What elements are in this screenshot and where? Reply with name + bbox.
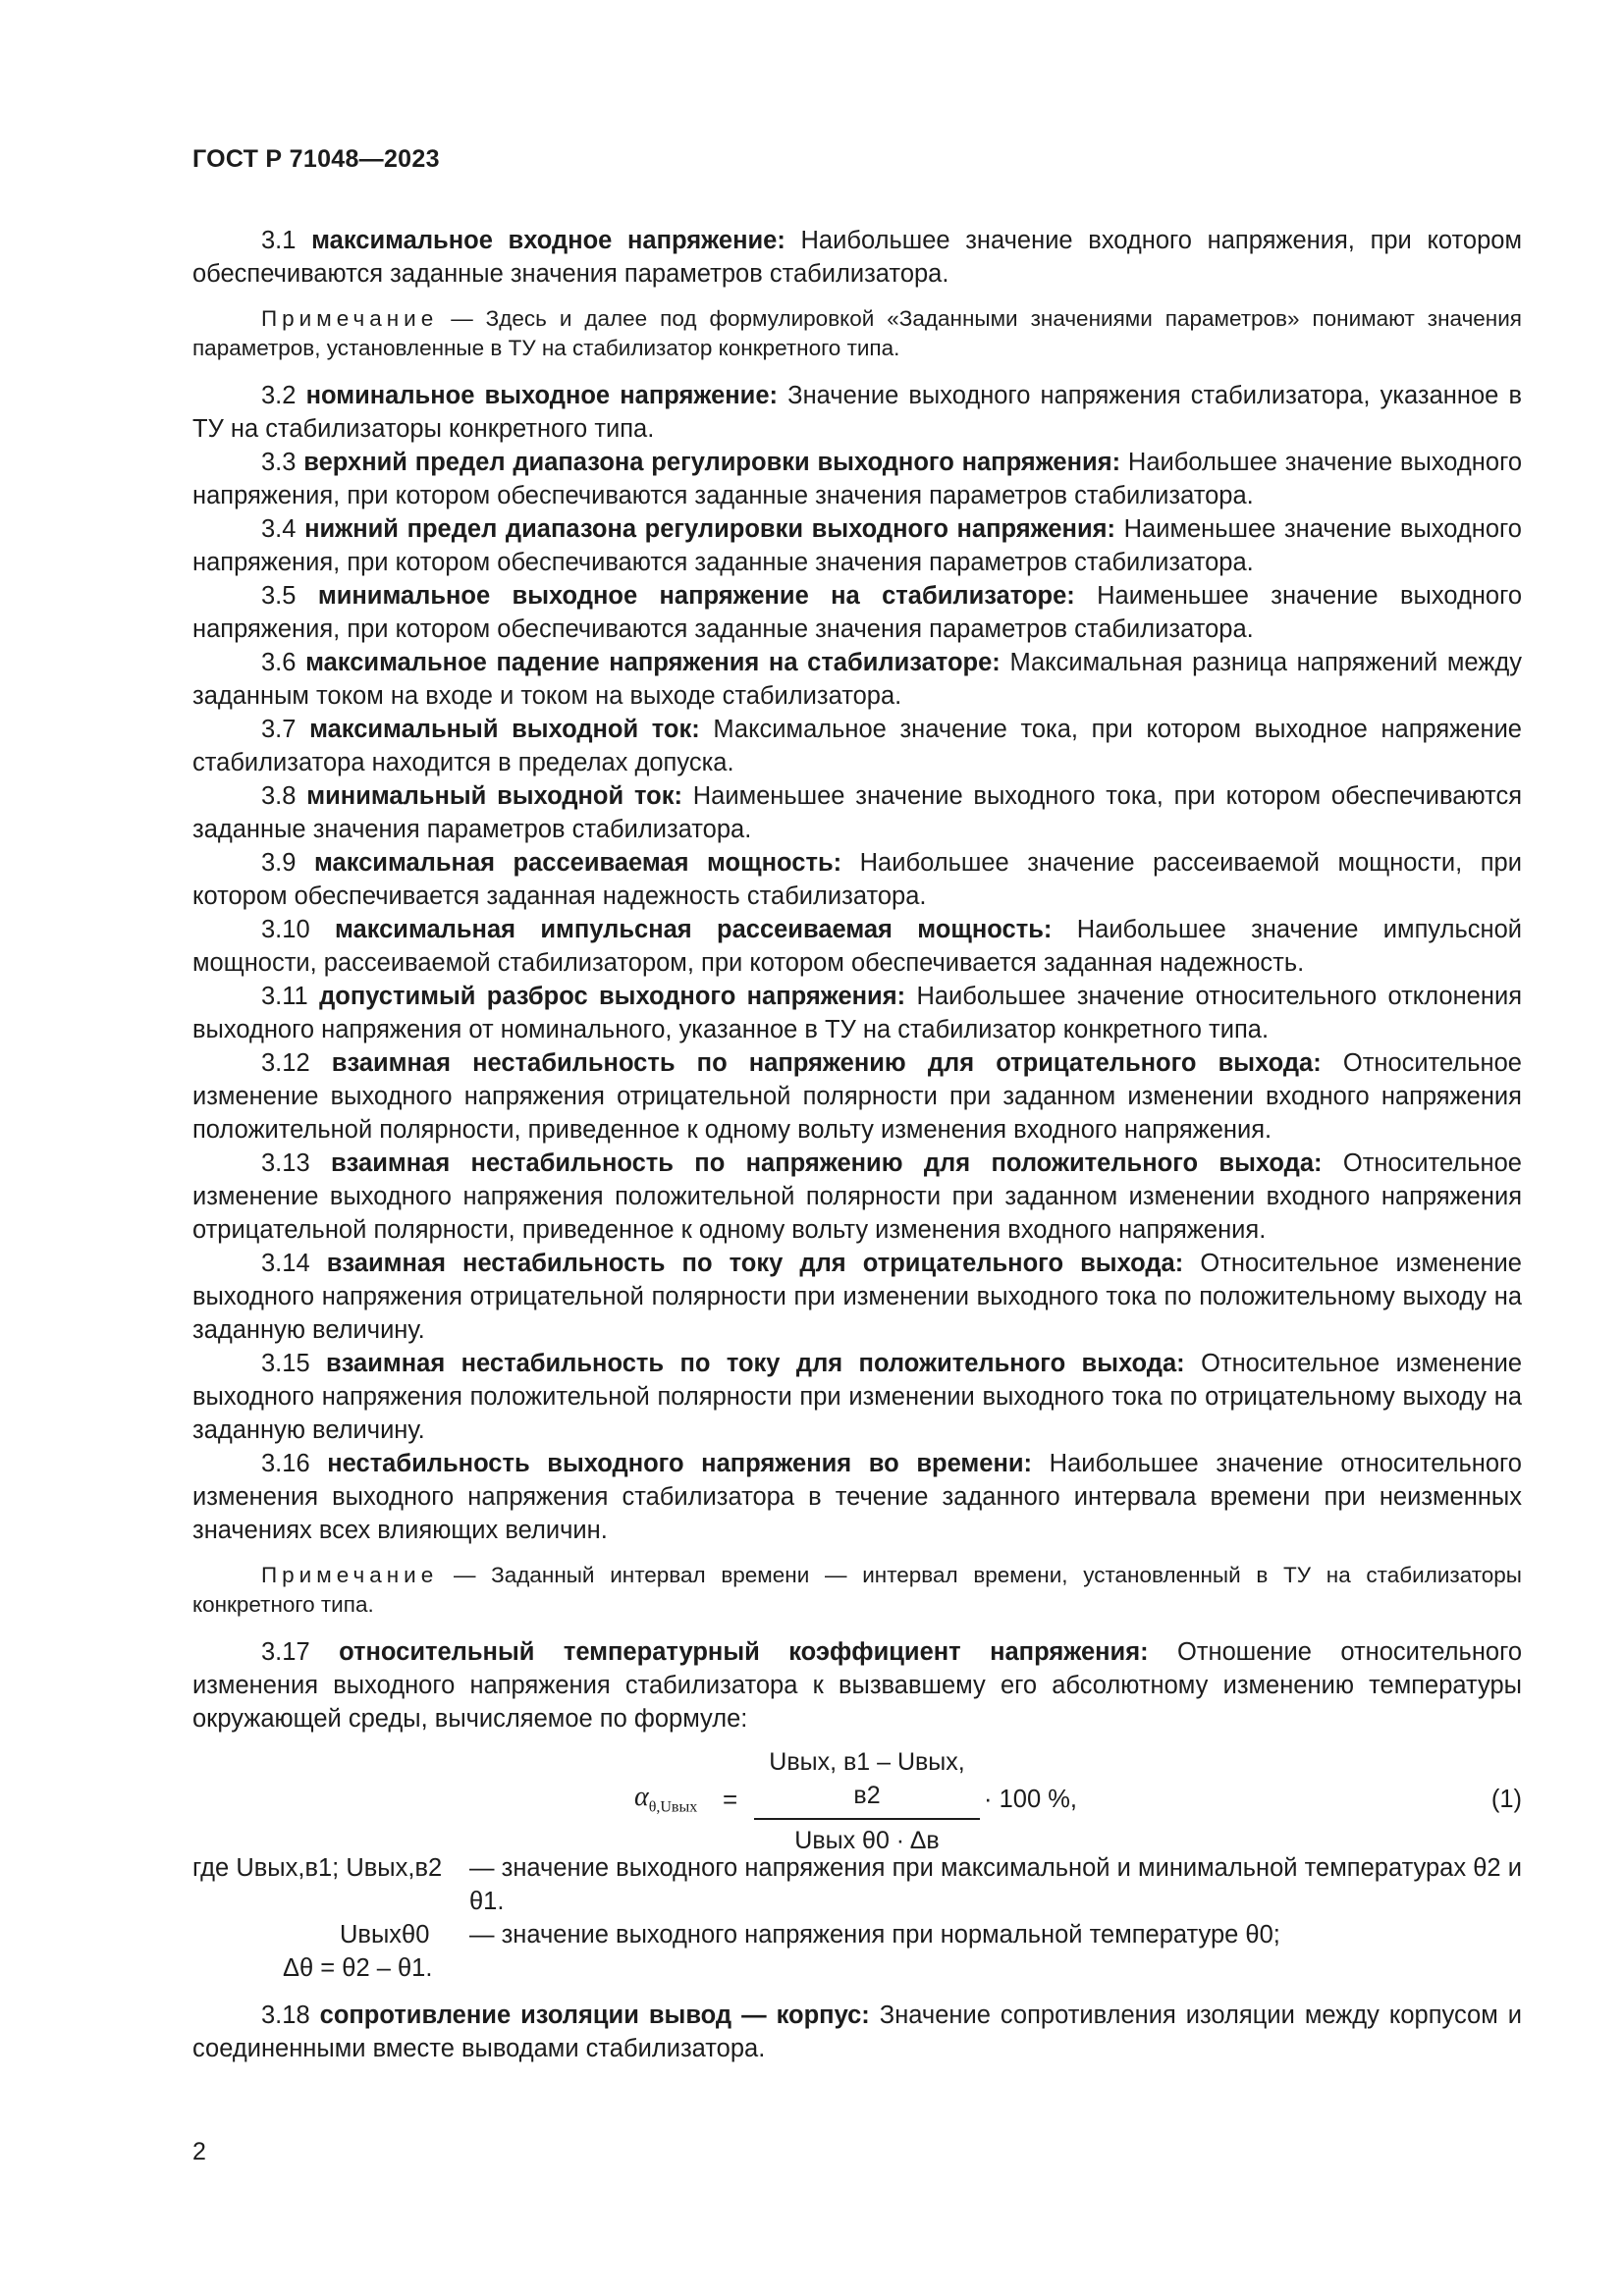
term-3-12: 3.12 взаимная нестабильность по напряжению для отрицательного выхода: Относительное изменение выходного напряжения отрицательной полярности при заданном изменении входного напряжения положительной полярности, приведенное к одному вольту изменения входного напряжения. bbox=[192, 1049, 1522, 1144]
term-3-15: 3.15 взаимная нестабильность по току для положительного выхода: Относительное изменение выходного напряжения положительной полярности при изменении выходного тока по отрицательному выходу на заданную величину. bbox=[192, 1350, 1522, 1444]
note-2: Примечание — Заданный интервал времени — интервал времени, установленный в ТУ на стабилизаторы конкретного типа. bbox=[192, 1563, 1522, 1617]
document-body bbox=[192, 224, 1522, 2065]
term-3-4: 3.4 нижний предел диапазона регулировки выходного напряжения: Наименьшее значение выходного напряжения, при котором обеспечиваются заданные значения параметров стабилизатора. bbox=[192, 515, 1522, 576]
term-3-3: 3.3 верхний предел диапазона регулировки выходного напряжения: Наибольшее значение выходного напряжения, при котором обеспечиваются заданные значения параметров стабилизатора. bbox=[192, 449, 1522, 509]
term-3-8: 3.8 минимальный выходной ток: Наименьшее значение выходного тока, при котором обеспечиваются заданные значения параметров стабилизатора. bbox=[192, 782, 1522, 843]
fraction-bar bbox=[754, 1818, 980, 1820]
formula-number: (1) bbox=[1490, 1786, 1522, 1813]
formula-fraction bbox=[754, 1745, 980, 1857]
formula-denominator: Uвых θ0 · Δв bbox=[794, 1827, 940, 1854]
formula-tail: · 100 %, bbox=[984, 1786, 1077, 1813]
term-3-13: 3.13 взаимная нестабильность по напряжению для положительного выхода: Относительное изменение выходного напряжения положительной полярности при заданном изменении входного напряжения отрицательной полярности, приведенное к одному вольту изменения входного напряжения. bbox=[192, 1149, 1522, 1244]
formula-1 bbox=[192, 1743, 1522, 1854]
term-3-18: 3.18 сопротивление изоляции вывод — корпус: Значение сопротивления изоляции между корпусом и соединенными вместе выводами стабилизатора. bbox=[192, 2002, 1522, 2062]
formula-legend bbox=[192, 1851, 1522, 1999]
legend-prefix: где Uвых,в1; Uвых,в2 bbox=[192, 1854, 443, 1882]
legend-row-2: — значение выходного напряжения при нормальной температуре θ0; bbox=[469, 1921, 1280, 1949]
note-1: Примечание — Здесь и далее под формулировкой «Заданными значениями параметров» понимают значения параметров, установленные в ТУ на стабилизатор конкретного типа. bbox=[192, 306, 1522, 360]
formula-lhs: $\alpha_{\theta,Uвых}$ bbox=[634, 1782, 698, 1816]
document-header: ГОСТ Р 71048—2023 bbox=[192, 145, 440, 173]
formula-equals: = bbox=[723, 1785, 738, 1814]
term-3-1: 3.1 максимальное входное напряжение: Наибольшее значение входного напряжения, при котором обеспечиваются заданные значения параметров стабилизатора. bbox=[192, 227, 1523, 288]
term-3-16: 3.16 нестабильность выходного напряжения во времени: Наибольшее значение относительного изменения выходного напряжения стабилизатора в течение заданного интервала времени при неизменных значениях всех влияющих величин. bbox=[192, 1450, 1522, 1544]
legend-row-3: Δθ = θ2 – θ1. bbox=[283, 1954, 433, 1982]
formula-numerator: Uвых, в1 – Uвых, в2 bbox=[769, 1748, 965, 1809]
term-3-9: 3.9 максимальная рассеиваемая мощность: Наибольшее значение рассеиваемой мощности, при котором обеспечивается заданная надежность стабилизатора. bbox=[192, 849, 1522, 910]
term-3-14: 3.14 взаимная нестабильность по току для отрицательного выхода: Относительное изменение выходного напряжения отрицательной полярности при изменении выходного тока по положительному выходу на заданную величину. bbox=[192, 1250, 1522, 1344]
term-3-17: 3.17 относительный температурный коэффициент напряжения: Отношение относительного изменения выходного напряжения стабилизатора к вызвавшему его абсолютному изменению температуры окружающей среды, вычисляемое по формуле: bbox=[192, 1638, 1523, 1733]
term-3-5: 3.5 минимальное выходное напряжение на стабилизаторе: Наименьшее значение выходного напряжения, при котором обеспечиваются заданные значения параметров стабилизатора. bbox=[192, 582, 1523, 643]
legend-row-1: — значение выходного напряжения при максимальной и минимальной температурах θ2 и θ1. bbox=[469, 1854, 1522, 1915]
page-number: 2 bbox=[192, 2138, 206, 2165]
term-3-6: 3.6 максимальное падение напряжения на стабилизаторе: Максимальная разница напряжений между заданным током на входе и током на выходе стабилизатора. bbox=[192, 649, 1523, 710]
legend-row-2-symbol: Uвыхθ0 bbox=[340, 1921, 430, 1949]
term-3-7: 3.7 максимальный выходной ток: Максимальное значение тока, при котором выходное напряжение стабилизатора находится в пределах допуска. bbox=[192, 716, 1522, 776]
term-3-10: 3.10 максимальная импульсная рассеиваемая мощность: Наибольшее значение импульсной мощности, рассеиваемой стабилизатором, при котором обеспечивается заданная надежность. bbox=[192, 916, 1523, 977]
term-3-11: 3.11 допустимый разброс выходного напряжения: Наибольшее значение относительного отклонения выходного напряжения от номинального, указанное в ТУ на стабилизатор конкретного типа. bbox=[192, 983, 1523, 1043]
term-3-2: 3.2 номинальное выходное напряжение: Значение выходного напряжения стабилизатора, указанное в ТУ на стабилизаторы конкретного типа. bbox=[192, 382, 1523, 443]
